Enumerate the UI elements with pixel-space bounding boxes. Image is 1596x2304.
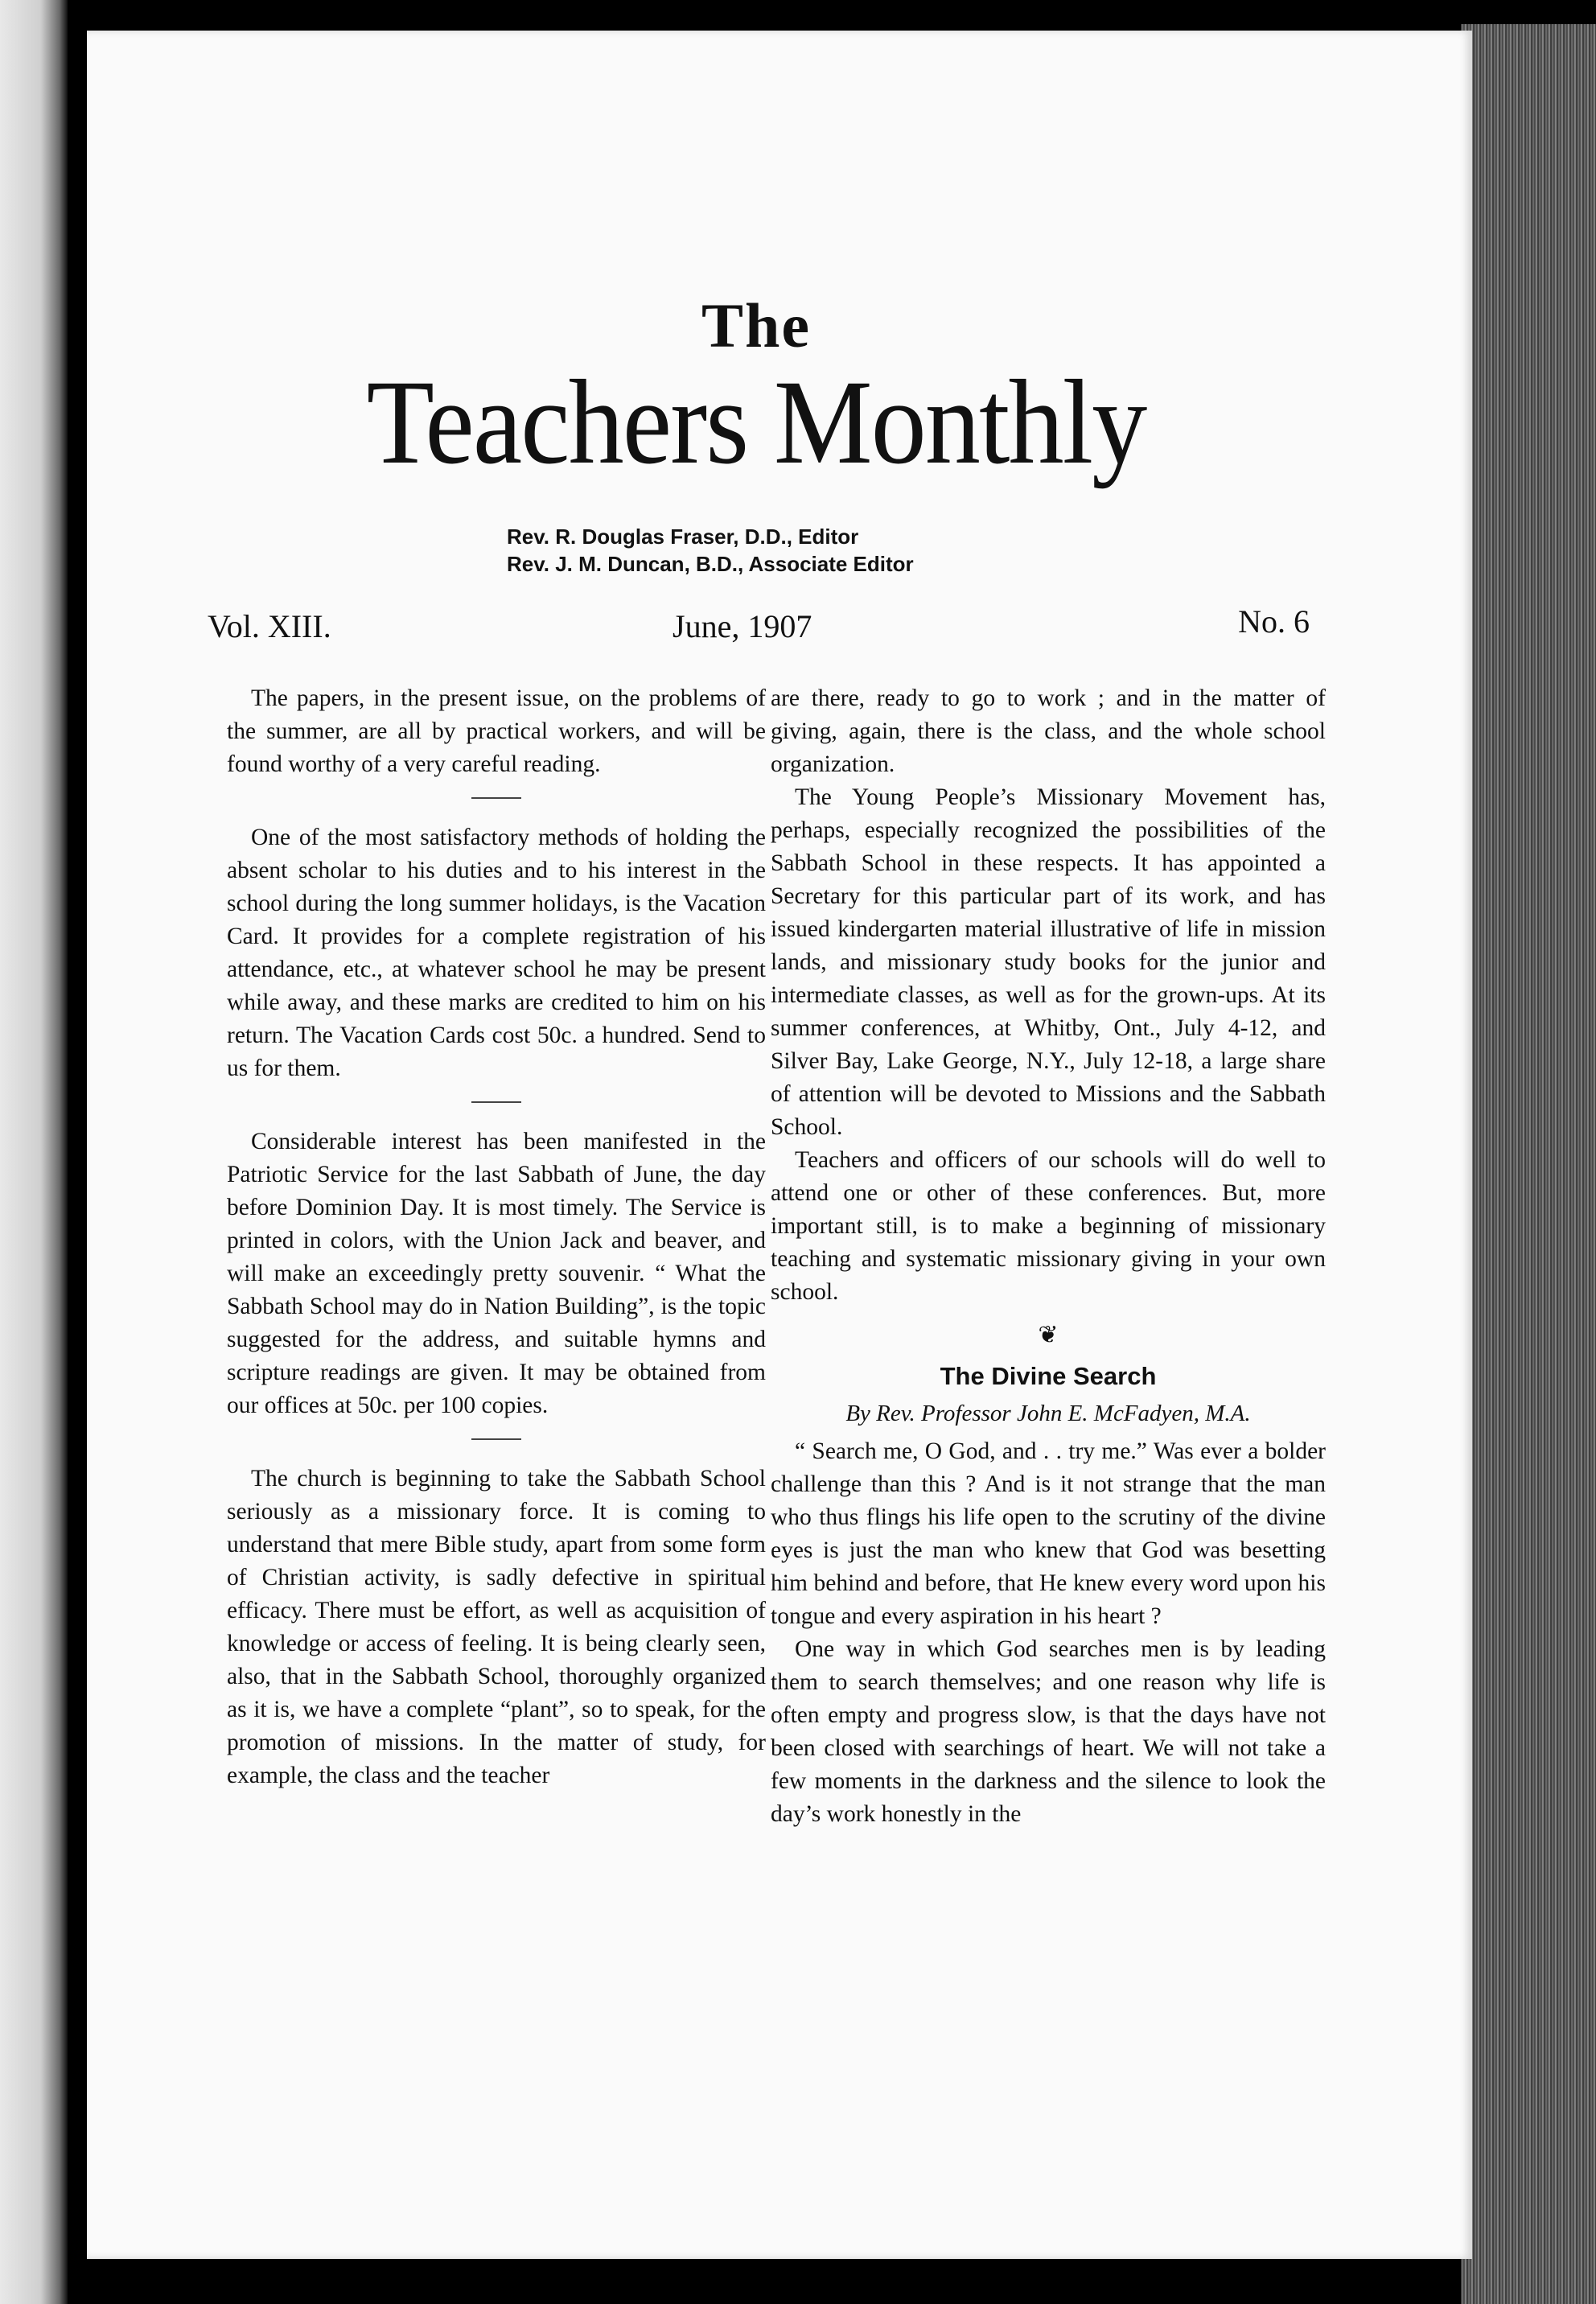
paragraph: The church is beginning to take the Sabbath School seriously as a missionary force. It is coming to understand that mere Bible study, apart from some form of Christian activity, is sadly defective in spiritual efficacy. There must be effort, as well as acquisition of knowledge or access of feeling. It is being clearly seen, also, that in the Sabbath School, thoroughly organized as it is, we have a complete “plant”, so to speak, for the promotion of missions. In the matter of study, for example, the class and the teacher — [227, 1466, 766, 1788]
issue-number: No. 6 — [1238, 603, 1310, 640]
masthead-title: Teachers Monthly — [366, 356, 1146, 489]
paragraph: Considerable interest has been manifested in the Patriotic Service for the last Sabbath of June, the day before Dominion Day. It is most timely. The Service is printed in colors, with the Union Jack and beaver, and will make an exceedingly pretty souvenir. “ What the Sabbath School may do in Nation Building”, is the topic suggested for the address, and suitable hymns and scripture readings are given. It may be obtained from our offices at 50c. per 100 copies. — [227, 1129, 766, 1418]
editor-line: Rev. R. Douglas Fraser, D.D., Editor — [507, 525, 859, 549]
right-column — [771, 682, 1326, 1831]
paragraph: Teachers and officers of our schools will do well to attend one or other of these conferences. But, more important still, is to make a beginning of missionary teaching and systematic missionary giving in your own school. — [771, 1147, 1326, 1305]
article-title: The Divine Search — [940, 1362, 1157, 1390]
masthead-the: The — [701, 290, 812, 360]
associate-editor-line: Rev. J. M. Duncan, B.D., Associate Editor — [507, 552, 914, 576]
issue-date: June, 1907 — [673, 608, 812, 644]
fleuron-icon: ❦ — [1038, 1322, 1059, 1348]
paragraph: The papers, in the present issue, on the problems of the summer, are all by practical workers, and will be found worthy of a very careful reading. — [227, 685, 766, 777]
paragraph: One of the most satisfactory methods of holding the absent scholar to his duties and to his interest in the school during the long summer holidays, is the Vacation Card. It provides for a complete registration of his attendance, etc., at whatever school he may be present while away, and these marks are credited to him on his return. The Vacation Cards cost 50c. a hundred. Send to us for them. — [227, 825, 766, 1081]
section-divider — [471, 1101, 521, 1103]
editors-block — [507, 523, 1022, 578]
paragraph: The Young People’s Missionary Movement has, perhaps, especially recognized the possibilities of the Sabbath School in these respects. It has appointed a Secretary for this particular part of its work, and has issued kindergarten material illustrative of life in mission lands, and missionary study books for the junior and intermediate classes, as well as for the grown-ups. At its summer conferences, at Whitby, Ont., July 4-12, and Silver Bay, Lake George, N.Y., July 12-18, a large share of attention will be devoted to Missions and the Sabbath School. — [771, 784, 1326, 1140]
section-divider — [471, 1438, 521, 1440]
volume-number: Vol. XIII. — [208, 608, 331, 644]
issue-line — [208, 603, 1310, 648]
left-column — [227, 682, 766, 1792]
section-divider — [471, 797, 521, 799]
adjacent-page-edge — [0, 0, 68, 2304]
paragraph: “ Search me, O God, and . . try me.” Was ever a bolder challenge than this ? And is it not strange that the man who thus flings his life open to the scrutiny of the divine eyes is just the man who knew that God was besetting him behind and before, that He knew every word upon his tongue and every aspiration in his heart ? — [771, 1438, 1326, 1629]
paragraph: are there, ready to go to work ; and in the matter of giving, again, there is the class, and the whole school organization. — [771, 685, 1326, 777]
book-page-edges — [1461, 24, 1596, 2304]
article-byline: By Rev. Professor John E. McFadyen, M.A. — [845, 1401, 1251, 1426]
paragraph: One way in which God searches men is by leading them to search themselves; and one reason why life is often empty and progress slow, is that the days have not been closed with searchings of heart. We will not take a few moments in the darkness and the silence to look the day’s work honestly in the — [771, 1636, 1326, 1827]
